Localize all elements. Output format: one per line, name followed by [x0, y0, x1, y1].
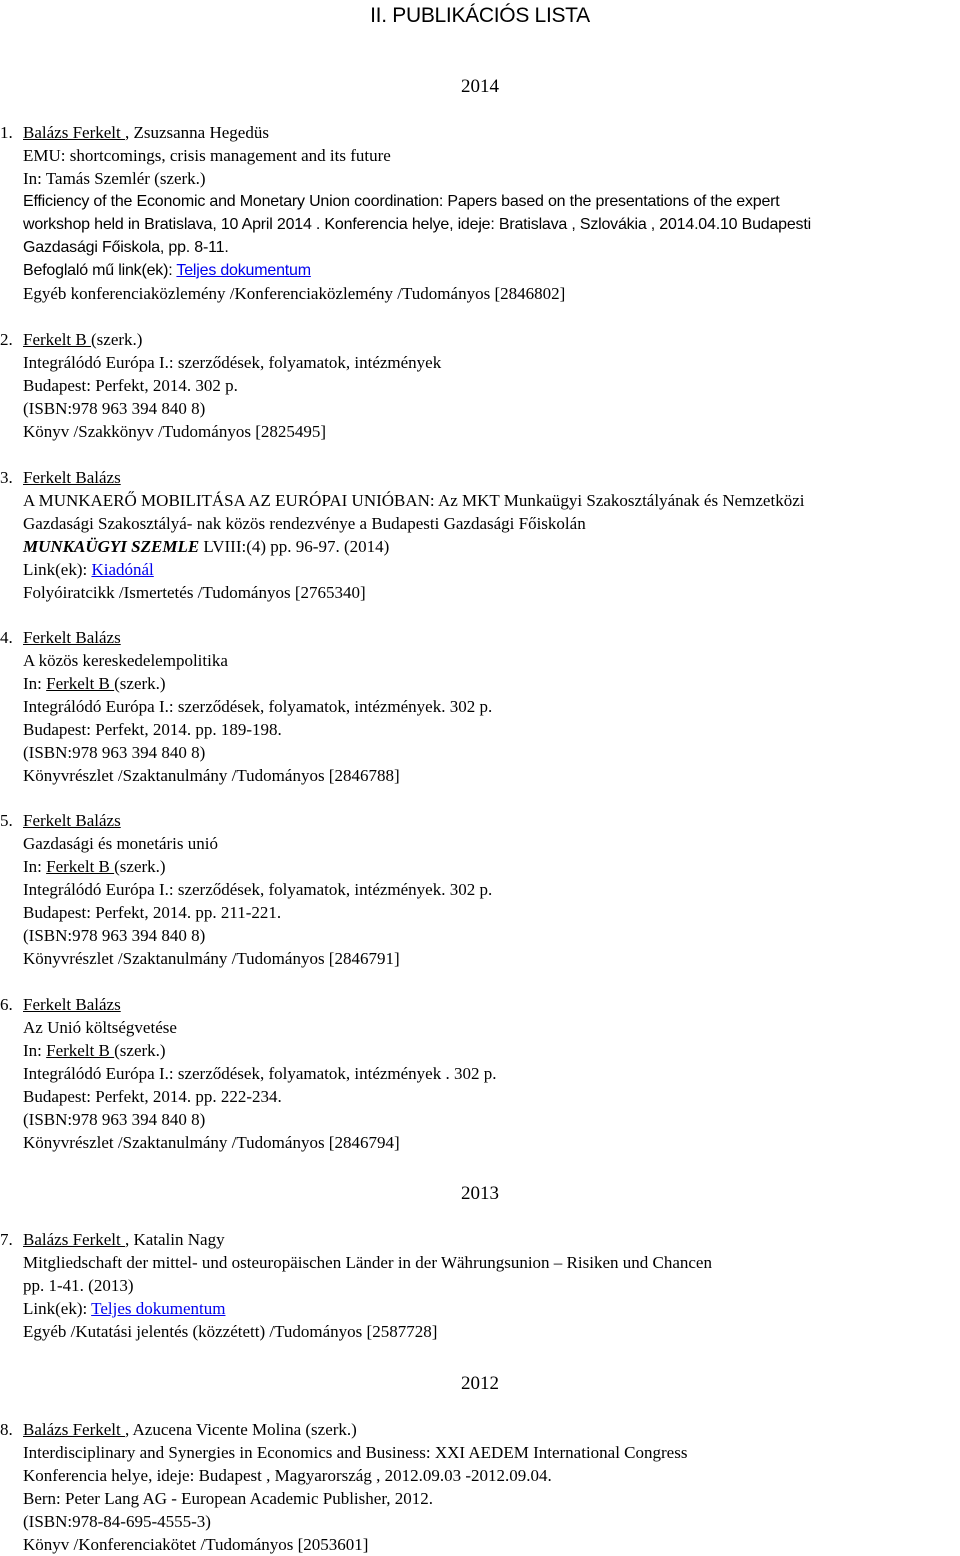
- entry-publisher: Budapest: Perfekt, 2014. pp. 189-198.: [23, 720, 282, 739]
- entry-authors: [0, 121, 960, 144]
- entry-isbn: (ISBN:978 963 394 840 8): [23, 926, 206, 945]
- entry-number: 2.: [0, 330, 13, 349]
- entry-publisher: Budapest: Perfekt, 2014. 302 p.: [23, 376, 238, 395]
- publication-entry-8: [0, 1418, 960, 1556]
- entry-number: 4.: [0, 628, 13, 647]
- author-link[interactable]: Ferkelt Balázs: [23, 628, 121, 647]
- entry-link-line: [0, 1297, 960, 1320]
- entry-book: Integrálódó Európa I.: szerződések, folyamatok, intézmények. 302 p.: [23, 880, 493, 899]
- entry-authors: [0, 1418, 960, 1441]
- year-heading-2012: 2012: [461, 1373, 499, 1394]
- in-prefix: In:: [23, 1041, 47, 1060]
- journal-details: LVIII:(4) pp. 96-97. (2014): [199, 537, 390, 556]
- entry-type: Egyéb konferenciaközlemény /Konferenciaközlemény /Tudományos [2846802]: [23, 284, 566, 303]
- publication-entry-5: [0, 809, 960, 970]
- entry-authors: [0, 1228, 960, 1251]
- editor-note: (szerk.): [91, 330, 143, 349]
- full-document-link[interactable]: Teljes dokumentum: [176, 262, 311, 279]
- year-heading-2014: 2014: [461, 76, 499, 97]
- entry-number: 3.: [0, 468, 13, 487]
- author-link[interactable]: Ferkelt Balázs: [23, 468, 121, 487]
- entry-title: Interdisciplinary and Synergies in Economics and Business: XXI AEDEM International Congress: [23, 1443, 688, 1462]
- journal-name: MUNKAÜGYI SZEMLE: [23, 537, 200, 556]
- page-title: II. PUBLIKÁCIÓS LISTA: [370, 4, 590, 27]
- entry-authors: [0, 626, 960, 649]
- entry-book-line: workshop held in Bratislava, 10 April 2014 . Konferencia helye, ideje: Bratislava , Szlovákia , 2014.04.10 Budapesti: [23, 216, 811, 233]
- entry-in: [0, 672, 960, 695]
- in-prefix: In:: [23, 857, 47, 876]
- entry-title: Gazdasági Szakosztályá- nak közös rendezvénye a Budapesti Gazdasági Főiskolán: [23, 514, 586, 533]
- entry-number: 5.: [0, 811, 13, 830]
- entry-book-line: Gazdasági Főiskola, pp. 8-11.: [23, 239, 229, 256]
- full-document-link[interactable]: Teljes dokumentum: [91, 1299, 226, 1318]
- author-link[interactable]: Balázs Ferkelt: [23, 1230, 125, 1249]
- entry-type: Könyvrészlet /Szaktanulmány /Tudományos [2846794]: [23, 1133, 400, 1152]
- entry-number: 1.: [0, 123, 13, 142]
- entry-in: In: Tamás Szemlér (szerk.): [23, 169, 206, 188]
- publication-entry-3: [0, 466, 960, 604]
- entry-isbn: (ISBN:978 963 394 840 8): [23, 743, 206, 762]
- publication-entry-4: [0, 626, 960, 787]
- editor-link[interactable]: Ferkelt B: [46, 674, 115, 693]
- publication-entry-2: [0, 328, 960, 443]
- in-prefix: In:: [23, 674, 47, 693]
- entry-isbn: (ISBN:978 963 394 840 8): [23, 1110, 206, 1129]
- entry-pages: pp. 1-41. (2013): [23, 1276, 134, 1295]
- publisher-link[interactable]: Kiadónál: [91, 560, 154, 579]
- link-prefix: Link(ek):: [23, 560, 92, 579]
- entry-in: [0, 855, 960, 878]
- entry-link-line: [0, 558, 960, 581]
- author-link[interactable]: Balázs Ferkelt: [23, 1420, 125, 1439]
- entry-book: Integrálódó Európa I.: szerződések, folyamatok, intézmények . 302 p.: [23, 1064, 497, 1083]
- entry-number: 6.: [0, 995, 13, 1014]
- entry-title: EMU: shortcomings, crisis management and its future: [23, 146, 391, 165]
- entry-authors: [0, 466, 960, 489]
- entry-title: Gazdasági és monetáris unió: [23, 834, 218, 853]
- author-link[interactable]: Ferkelt Balázs: [23, 995, 121, 1014]
- entry-link-line: [0, 259, 960, 282]
- entry-type: Könyvrészlet /Szaktanulmány /Tudományos [2846788]: [23, 766, 400, 785]
- entry-authors: [0, 809, 960, 832]
- entry-type: Könyvrészlet /Szaktanulmány /Tudományos [2846791]: [23, 949, 400, 968]
- entry-number: 8.: [0, 1420, 13, 1439]
- link-prefix: Link(ek):: [23, 1299, 92, 1318]
- entry-type: Könyv /Szakkönyv /Tudományos [2825495]: [23, 422, 327, 441]
- entry-publisher: Budapest: Perfekt, 2014. pp. 211-221.: [23, 903, 282, 922]
- entry-title: Integrálódó Európa I.: szerződések, folyamatok, intézmények: [23, 353, 442, 372]
- editor-note: (szerk.): [114, 1041, 166, 1060]
- entry-type: Egyéb /Kutatási jelentés (közzétett) /Tudományos [2587728]: [23, 1322, 438, 1341]
- coauthors: , Azucena Vicente Molina (szerk.): [124, 1420, 357, 1439]
- entry-isbn: (ISBN:978-84-695-4555-3): [23, 1512, 211, 1531]
- entry-book: Integrálódó Európa I.: szerződések, folyamatok, intézmények. 302 p.: [23, 697, 493, 716]
- entry-in: [0, 1039, 960, 1062]
- entry-publisher: Budapest: Perfekt, 2014. pp. 222-234.: [23, 1087, 282, 1106]
- editor-note: (szerk.): [114, 674, 166, 693]
- author-link[interactable]: Ferkelt B: [23, 330, 91, 349]
- author-link[interactable]: Balázs Ferkelt: [23, 123, 125, 142]
- publication-entry-7: [0, 1228, 960, 1343]
- entry-type: Könyv /Konferenciakötet /Tudományos [2053601]: [23, 1535, 369, 1554]
- editor-link[interactable]: Ferkelt B: [46, 1041, 115, 1060]
- coauthors: , Zsuzsanna Hegedüs: [124, 123, 269, 142]
- entry-book-line: Efficiency of the Economic and Monetary Union coordination: Papers based on the presentations of the expert: [23, 193, 780, 210]
- entry-authors: [0, 993, 960, 1016]
- link-prefix: Befoglaló mű link(ek):: [23, 262, 177, 279]
- entry-authors: [0, 328, 960, 351]
- coauthors: , Katalin Nagy: [124, 1230, 225, 1249]
- editor-note: (szerk.): [114, 857, 166, 876]
- author-link[interactable]: Ferkelt Balázs: [23, 811, 121, 830]
- year-heading-2013: 2013: [461, 1183, 499, 1204]
- entry-journal-line: [0, 535, 960, 558]
- entry-publisher: Bern: Peter Lang AG - European Academic Publisher, 2012.: [23, 1489, 434, 1508]
- publication-entry-1: [0, 121, 960, 305]
- publication-entry-6: [0, 993, 960, 1154]
- editor-link[interactable]: Ferkelt B: [46, 857, 115, 876]
- entry-number: 7.: [0, 1230, 13, 1249]
- entry-title: A MUNKAERŐ MOBILITÁSA AZ EURÓPAI UNIÓBAN: Az MKT Munkaügyi Szakosztályának és Nemzetközi: [23, 491, 805, 510]
- entry-title: A közös kereskedelempolitika: [23, 651, 228, 670]
- entry-title: Mitgliedschaft der mittel- und osteuropäischen Länder in der Währungsunion – Risiken und Chancen: [23, 1253, 712, 1272]
- entry-type: Folyóiratcikk /Ismertetés /Tudományos [2765340]: [23, 583, 366, 602]
- entry-conference: Konferencia helye, ideje: Budapest , Magyarország , 2012.09.03 -2012.09.04.: [23, 1466, 552, 1485]
- entry-isbn: (ISBN:978 963 394 840 8): [23, 399, 206, 418]
- entry-title: Az Unió költségvetése: [23, 1018, 177, 1037]
